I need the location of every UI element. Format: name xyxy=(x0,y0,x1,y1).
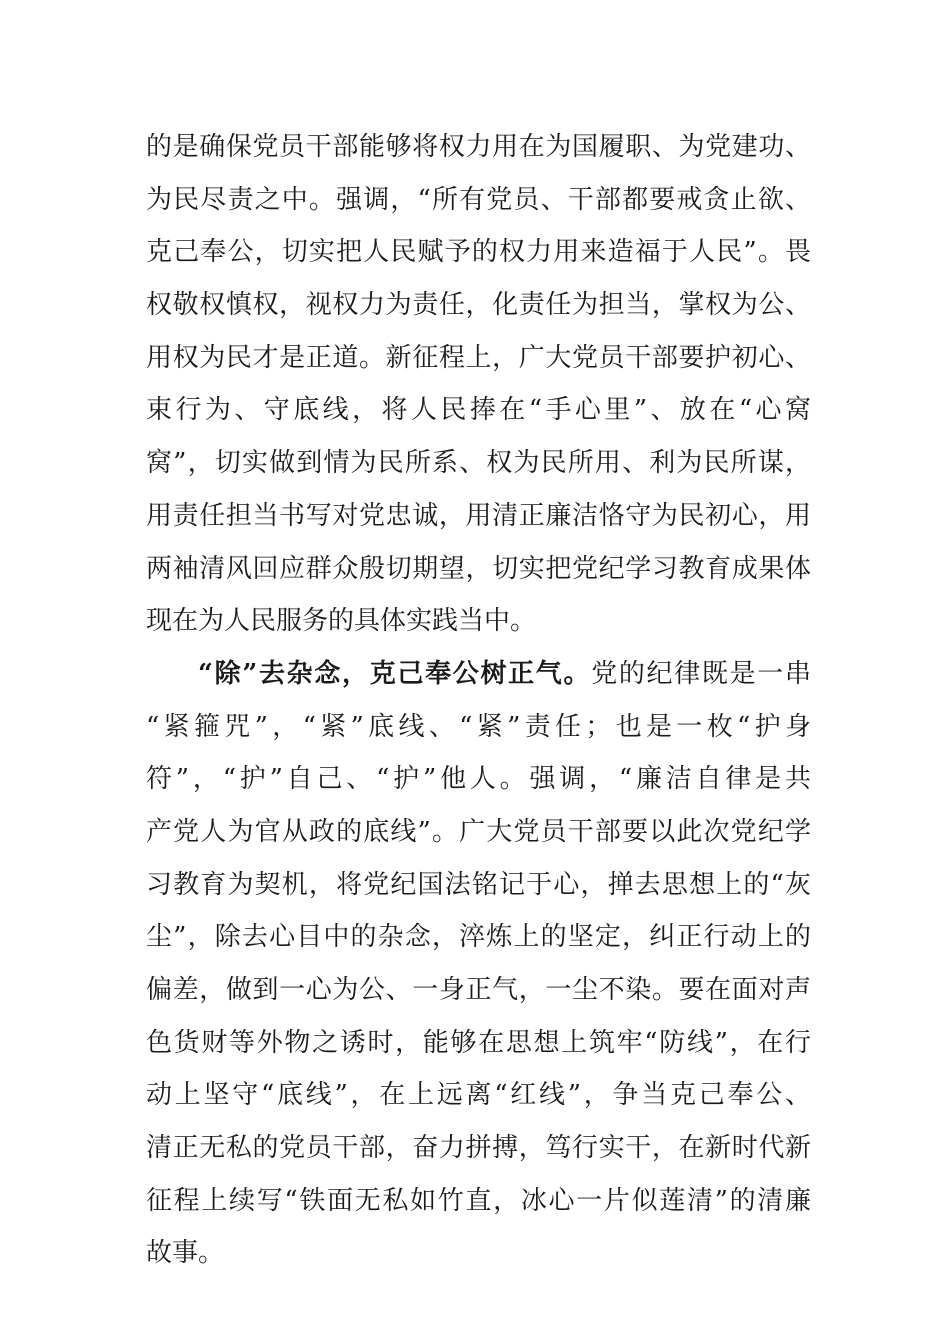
article-body xyxy=(146,121,811,1280)
text-line: 尘”，除去心目中的杂念，淬炼上的坚定，纠正行动上的 xyxy=(146,922,811,953)
section-heading: “除”去杂念，克己奉公树正气。 xyxy=(198,658,592,689)
text-line: 用责任担当书写对党忠诚，用清正廉洁恪守为民初心，用 xyxy=(146,500,811,531)
text-line: 符”，“护”自己、“护”他人。强调，“廉洁自律是共 xyxy=(146,764,811,795)
text-line: 权敬权慎权，视权力为责任，化责任为担当，掌权为公、 xyxy=(146,290,811,321)
text-segment: 党的纪律既是一串 xyxy=(591,658,811,689)
text-line: 现在为人民服务的具体实践当中。 xyxy=(146,606,537,637)
text-line: 色货财等外物之诱时，能够在思想上筑牢“防线”，在行 xyxy=(146,1027,811,1058)
text-line: 动上坚守“底线”，在上远离“红线”，争当克己奉公、 xyxy=(146,1080,811,1111)
text-line: “紧箍咒”，“紧”底线、“紧”责任；也是一枚“护身 xyxy=(146,711,811,742)
paragraph-2-first-line xyxy=(146,648,811,701)
text-line: 两袖清风回应群众殷切期望，切实把党纪学习教育成果体 xyxy=(146,553,811,584)
paragraph-2 xyxy=(146,648,811,1280)
text-line: 清正无私的党员干部，奋力拼搏，笃行实干，在新时代新 xyxy=(146,1133,811,1164)
text-line: 的是确保党员干部能够将权力用在为国履职、为党建功、 xyxy=(146,132,811,162)
text-line: 产党人为官从政的底线”。广大党员干部要以此次党纪学 xyxy=(146,816,811,847)
text-line: 窝”，切实做到情为民所系、权为民所用、利为民所谋， xyxy=(146,448,811,479)
text-line: 克己奉公，切实把人民赋予的权力用来造福于人民”。畏 xyxy=(146,237,811,268)
text-line: 束行为、守底线，将人民捧在“手心里”、放在“心窝 xyxy=(146,395,811,426)
text-line: 为民尽责之中。强调，“所有党员、干部都要戒贪止欲、 xyxy=(146,184,811,215)
text-line: 征程上续写“铁面无私如竹直，冰心一片似莲清”的清廉 xyxy=(146,1185,811,1216)
paragraph-1 xyxy=(146,121,811,648)
text-line: 偏差，做到一心为公、一身正气，一尘不染。要在面对声 xyxy=(146,975,811,1005)
text-line: 习教育为契机，将党纪国法铭记于心，掸去思想上的“灰 xyxy=(146,869,811,900)
text-line: 用权为民才是正道。新征程上，广大党员干部要护初心、 xyxy=(146,342,811,373)
text-line: 故事。 xyxy=(146,1238,225,1269)
